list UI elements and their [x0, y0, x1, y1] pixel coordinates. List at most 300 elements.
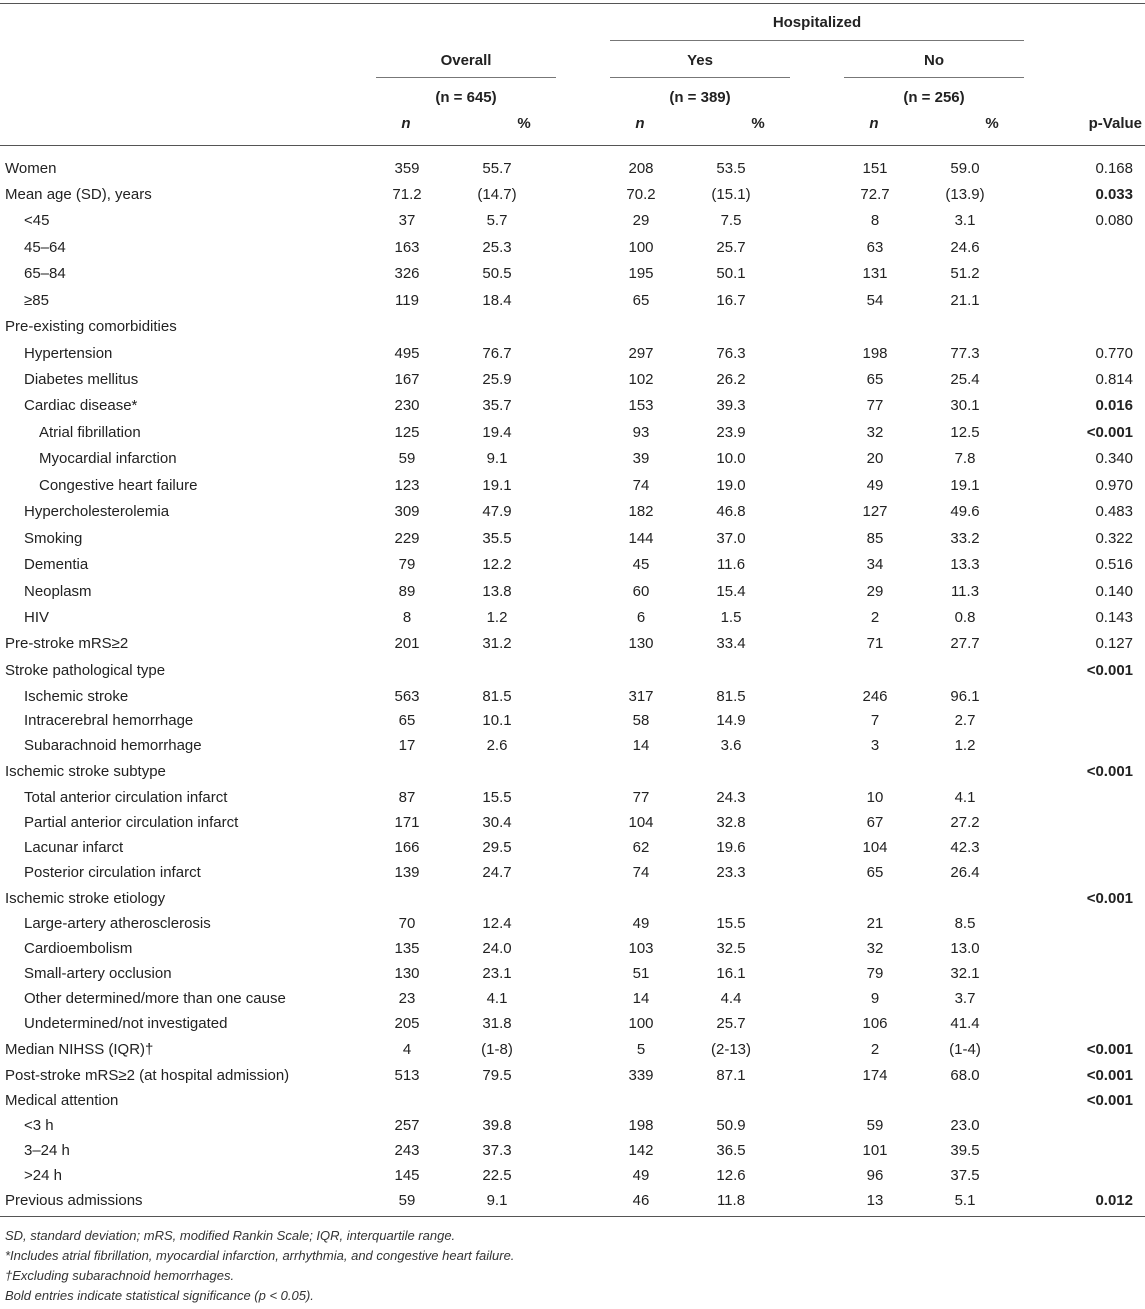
table-row [0, 1138, 1145, 1163]
table-row [0, 446, 1145, 472]
row-value [376, 886, 438, 911]
row-pvalue: <0.001 [1086, 1066, 1133, 1084]
row-value: 4.1 [486, 989, 508, 1007]
row-value: 42.3 [950, 838, 980, 856]
column-gap [790, 578, 844, 605]
column-gap [790, 261, 844, 287]
col-pct-no: % [985, 115, 999, 132]
row-value: 104 [628, 813, 654, 831]
row-value: 11.6 [716, 556, 746, 573]
row-value: 142 [628, 1141, 654, 1159]
row-value [844, 1088, 906, 1113]
row-label: Other determined/more than one cause [24, 989, 286, 1007]
row-value: 54 [866, 291, 884, 309]
row-value: 31.8 [482, 1015, 512, 1032]
table-row [0, 1113, 1145, 1138]
row-pvalue [1024, 261, 1145, 287]
row-value: 68.0 [950, 1066, 980, 1084]
row-value: 96.1 [950, 687, 980, 705]
row-value: 51 [632, 964, 650, 982]
row-value: 96 [866, 1166, 884, 1184]
row-value: 151 [862, 160, 888, 177]
column-gap [790, 367, 844, 393]
row-value: (15.1) [711, 186, 751, 203]
row-pvalue: <0.001 [1086, 1041, 1133, 1058]
table-row [0, 552, 1145, 578]
row-label: Mean age (SD), years [5, 186, 152, 203]
row-value: 15.4 [716, 582, 746, 600]
row-value: 317 [628, 687, 654, 705]
row-label: Undetermined/not investigated [24, 1015, 228, 1032]
column-gap [790, 936, 844, 961]
column-gap [556, 578, 610, 605]
row-pvalue: 0.483 [1095, 503, 1133, 520]
column-gap [556, 499, 610, 525]
column-gap [790, 1138, 844, 1163]
row-value: 37 [398, 212, 416, 229]
row-label: Cardioembolism [24, 939, 133, 957]
row-value: 167 [394, 371, 420, 388]
table-row [0, 525, 1145, 552]
column-gap [556, 785, 610, 810]
row-value: 60 [632, 582, 650, 600]
row-label: Atrial fibrillation [39, 423, 141, 441]
row-value: 31.2 [482, 635, 512, 652]
row-value: 13.0 [950, 939, 980, 957]
row-label: Neoplasm [24, 582, 92, 600]
row-value: 16.1 [716, 964, 746, 982]
column-gap [790, 631, 844, 657]
row-label: Lacunar infarct [24, 838, 124, 856]
row-value: 10.0 [716, 450, 746, 467]
table-row [0, 860, 1145, 886]
row-value: 102 [628, 371, 654, 388]
row-label: Pre-existing comorbidities [5, 318, 177, 335]
column-gap [790, 472, 844, 499]
row-value: 513 [394, 1066, 420, 1084]
row-value: 2.7 [954, 712, 976, 729]
table-row [0, 208, 1145, 234]
column-gap [556, 340, 610, 367]
table-row [0, 499, 1145, 525]
row-value: 18.4 [482, 291, 512, 309]
table-row [0, 810, 1145, 835]
row-value: 1.2 [954, 737, 976, 754]
row-value: 76.3 [716, 344, 746, 362]
row-value: 25.3 [482, 238, 512, 256]
table-row [0, 631, 1145, 657]
row-value: 243 [394, 1141, 420, 1159]
table-row [0, 1011, 1145, 1037]
row-label: Diabetes mellitus [24, 371, 139, 388]
table-row [0, 709, 1145, 733]
row-value: 32 [866, 423, 884, 441]
row-value: 23.1 [482, 964, 512, 982]
row-value: 59 [398, 1191, 416, 1209]
row-pvalue [1024, 1138, 1145, 1163]
data-table [0, 156, 1145, 1213]
row-pvalue: <0.001 [1086, 763, 1133, 780]
row-value [376, 1088, 438, 1113]
row-value: 246 [862, 687, 888, 705]
row-value [376, 759, 438, 785]
column-gap [556, 208, 610, 234]
column-gap [790, 1163, 844, 1188]
row-value: 8 [402, 609, 412, 626]
row-label: Hypercholesterolemia [24, 503, 170, 520]
row-value: 74 [632, 864, 650, 881]
row-label: Women [5, 160, 57, 177]
hospitalized-underline [610, 40, 1024, 41]
row-value: 58 [632, 712, 650, 729]
row-value: 37.0 [716, 529, 746, 547]
column-gap [556, 631, 610, 657]
row-pvalue: <0.001 [1086, 1091, 1133, 1109]
row-value: 12.6 [716, 1166, 746, 1184]
col-pct-overall: % [517, 115, 531, 132]
row-value: 5.7 [486, 212, 508, 229]
row-value: 23.9 [716, 423, 746, 441]
row-label: Ischemic stroke etiology [5, 889, 166, 907]
bottom-rule [0, 1216, 1145, 1217]
column-gap [556, 1088, 610, 1113]
column-gap [556, 759, 610, 785]
column-gap [790, 759, 844, 785]
row-value: 34 [866, 556, 884, 573]
row-value: 3.7 [954, 989, 976, 1007]
column-gap [790, 208, 844, 234]
row-value: 37.3 [482, 1141, 512, 1159]
row-value: 130 [394, 964, 420, 982]
column-gap [556, 961, 610, 986]
column-gap [556, 287, 610, 314]
row-value: 53.5 [716, 160, 746, 177]
column-gap [556, 446, 610, 472]
row-value: 166 [394, 838, 420, 856]
row-value: 182 [628, 503, 654, 520]
row-pvalue [1024, 287, 1145, 314]
row-value: 39.3 [716, 397, 746, 414]
row-value [844, 657, 906, 684]
row-value: 198 [628, 1116, 654, 1134]
row-value: 3 [870, 737, 880, 754]
table-row [0, 886, 1145, 911]
row-value: 563 [394, 687, 420, 705]
row-label: 45–64 [24, 238, 66, 256]
row-value: 36.5 [716, 1141, 746, 1159]
col-pct-yes: % [751, 115, 765, 132]
row-label: Medical attention [5, 1091, 119, 1109]
row-value: 135 [394, 939, 420, 957]
row-value [438, 886, 556, 911]
row-value: 20 [866, 450, 884, 467]
top-rule [0, 3, 1145, 4]
column-gap [790, 156, 844, 182]
hospitalized-header: Hospitalized [772, 14, 862, 31]
row-value: 72.7 [860, 186, 890, 203]
row-value: 39.5 [950, 1141, 980, 1159]
row-value: 35.7 [482, 397, 512, 414]
row-label: Small-artery occlusion [24, 964, 172, 982]
row-label: Ischemic stroke subtype [5, 763, 166, 780]
header-rule [0, 145, 1145, 146]
row-value: 71 [866, 635, 884, 652]
row-label: ≥85 [24, 291, 49, 309]
row-value: 55.7 [482, 160, 512, 177]
row-value: 37.5 [950, 1166, 980, 1184]
row-value: 41.4 [950, 1015, 980, 1032]
yes-underline [610, 77, 790, 78]
row-value [906, 886, 1024, 911]
yes-n: (n = 389) [669, 89, 731, 106]
table-row [0, 261, 1145, 287]
row-value: 163 [394, 238, 420, 256]
row-label: Pre-stroke mRS≥2 [5, 635, 129, 652]
row-value: 5.1 [954, 1191, 976, 1209]
column-gap [556, 810, 610, 835]
row-value: 2 [870, 1041, 880, 1058]
row-label: <45 [24, 212, 50, 229]
row-value: 130 [628, 635, 654, 652]
table-row [0, 936, 1145, 961]
row-pvalue [1024, 733, 1145, 759]
row-pvalue [1024, 860, 1145, 886]
table-row [0, 733, 1145, 759]
row-value: (13.9) [945, 186, 985, 203]
column-gap [790, 1037, 844, 1063]
row-value [906, 1088, 1024, 1113]
overall-n: (n = 645) [435, 89, 497, 106]
row-value: 65 [398, 712, 416, 729]
row-label: Myocardial infarction [39, 450, 177, 467]
column-gap [790, 961, 844, 986]
column-gap [556, 472, 610, 499]
row-value: 2 [870, 609, 880, 626]
column-gap [790, 1011, 844, 1037]
row-value: 9.1 [486, 450, 508, 467]
row-value: 7.5 [720, 212, 742, 229]
row-pvalue: 0.012 [1095, 1191, 1133, 1209]
row-value: 23 [398, 989, 416, 1007]
row-pvalue: 0.970 [1095, 476, 1133, 494]
row-value [906, 759, 1024, 785]
row-value: 205 [394, 1015, 420, 1032]
row-value: 19.1 [482, 476, 512, 494]
row-value [906, 314, 1024, 340]
column-gap [790, 911, 844, 936]
row-value: 24.3 [716, 788, 746, 806]
row-value: 27.7 [950, 635, 980, 652]
table-row [0, 961, 1145, 986]
no-n: (n = 256) [903, 89, 965, 106]
row-label: Dementia [24, 556, 89, 573]
column-gap [790, 314, 844, 340]
row-value: 59 [398, 450, 416, 467]
column-gap [790, 393, 844, 419]
column-gap [556, 552, 610, 578]
row-value: 195 [628, 265, 654, 282]
row-value: 47.9 [482, 503, 512, 520]
row-value: 21.1 [950, 291, 980, 309]
row-value: 32.5 [716, 939, 746, 957]
footnote-cardiac: *Includes atrial fibrillation, myocardial infarction, arrhythmia, and congestive heart failure. [5, 1248, 515, 1263]
yes-header: Yes [687, 52, 713, 69]
column-gap [790, 860, 844, 886]
row-value: 81.5 [482, 687, 512, 705]
row-value: 198 [862, 344, 888, 362]
table-row [0, 1037, 1145, 1063]
row-pvalue: <0.001 [1086, 889, 1133, 907]
row-value: 24.7 [482, 864, 512, 881]
row-value: 9.1 [486, 1191, 508, 1209]
row-value [438, 759, 556, 785]
row-value: 79.5 [482, 1066, 512, 1084]
row-pvalue [1024, 684, 1145, 709]
column-gap [556, 886, 610, 911]
column-gap [556, 314, 610, 340]
row-value [672, 759, 790, 785]
row-value: 85 [866, 529, 884, 547]
row-value [672, 314, 790, 340]
table-row [0, 684, 1145, 709]
table-row [0, 578, 1145, 605]
column-gap [790, 810, 844, 835]
row-value: 19.6 [716, 838, 746, 856]
table-row [0, 657, 1145, 684]
row-value [844, 886, 906, 911]
row-value: 50.1 [716, 265, 746, 282]
column-gap [556, 911, 610, 936]
row-value [610, 886, 672, 911]
row-value: 4 [402, 1041, 412, 1058]
row-value: 22.5 [482, 1166, 512, 1184]
row-pvalue: 0.340 [1095, 450, 1133, 467]
row-value: 1.2 [486, 609, 508, 626]
row-value: 26.4 [950, 864, 980, 881]
row-value: 19.4 [482, 423, 512, 441]
row-value: 65 [866, 864, 884, 881]
column-gap [790, 605, 844, 631]
row-value: 4.1 [954, 788, 976, 806]
row-label: Median NIHSS (IQR)† [5, 1041, 154, 1058]
row-label: Intracerebral hemorrhage [24, 712, 194, 729]
row-pvalue [1024, 835, 1145, 860]
row-value: 63 [866, 238, 884, 256]
row-value: 326 [394, 265, 420, 282]
column-gap [556, 605, 610, 631]
row-value: 67 [866, 813, 884, 831]
row-label: Post-stroke mRS≥2 (at hospital admission) [5, 1066, 290, 1084]
column-gap [556, 1113, 610, 1138]
row-value: 32 [866, 939, 884, 957]
row-value: 201 [394, 635, 420, 652]
col-pvalue: p-Value [1088, 115, 1142, 132]
row-pvalue: 0.168 [1095, 160, 1133, 177]
row-value: 100 [628, 238, 654, 256]
row-value: 10 [866, 788, 884, 806]
row-value: 19.0 [716, 476, 746, 494]
row-value: 125 [394, 423, 420, 441]
row-value: 14 [632, 737, 650, 754]
column-gap [556, 986, 610, 1011]
row-value: 19.1 [950, 476, 980, 494]
row-value: 17 [398, 737, 416, 754]
row-value: 50.9 [716, 1116, 746, 1134]
row-value: 74 [632, 476, 650, 494]
row-value: 29 [632, 212, 650, 229]
row-value [844, 759, 906, 785]
row-value [610, 314, 672, 340]
table-row [0, 287, 1145, 314]
row-label: Hypertension [24, 344, 113, 362]
row-value [844, 314, 906, 340]
row-label: Subarachnoid hemorrhage [24, 737, 202, 754]
row-pvalue [1024, 1163, 1145, 1188]
row-value [610, 657, 672, 684]
row-pvalue [1024, 1113, 1145, 1138]
row-label: Cardiac disease* [24, 397, 138, 414]
row-value: 76.7 [482, 344, 512, 362]
row-pvalue: 0.127 [1095, 635, 1133, 652]
row-value [438, 314, 556, 340]
row-value: 100 [628, 1015, 654, 1032]
column-gap [790, 1188, 844, 1213]
row-pvalue [1024, 986, 1145, 1011]
row-value: 25.4 [950, 371, 980, 388]
column-gap [790, 835, 844, 860]
row-value: 27.2 [950, 813, 980, 831]
row-value: 13.3 [950, 556, 980, 573]
row-value: 297 [628, 344, 654, 362]
table-row [0, 835, 1145, 860]
row-pvalue: <0.001 [1086, 423, 1133, 441]
row-value: 14.9 [716, 712, 746, 729]
column-gap [790, 340, 844, 367]
row-value: 79 [866, 964, 884, 982]
column-gap [556, 182, 610, 208]
row-value: 49 [632, 1166, 650, 1184]
column-gap [556, 733, 610, 759]
column-gap [790, 419, 844, 446]
table-row [0, 1063, 1145, 1088]
row-value: 62 [632, 838, 650, 856]
table-row [0, 1188, 1145, 1213]
row-value: 87.1 [716, 1066, 746, 1084]
row-value: 13.8 [482, 582, 512, 600]
table-row [0, 911, 1145, 936]
row-value: 30.1 [950, 397, 980, 414]
row-value: 5 [636, 1041, 646, 1058]
row-label: Stroke pathological type [5, 661, 166, 679]
row-value: 339 [628, 1066, 654, 1084]
column-gap [556, 1163, 610, 1188]
table-row [0, 182, 1145, 208]
column-gap [790, 986, 844, 1011]
row-value: 77 [866, 397, 884, 414]
column-gap [790, 733, 844, 759]
row-label: <3 h [24, 1116, 54, 1134]
table-row [0, 314, 1145, 340]
row-pvalue [1024, 936, 1145, 961]
row-value: (14.7) [477, 186, 517, 203]
row-value: 8.5 [954, 914, 976, 932]
column-gap [790, 234, 844, 261]
row-value: (1-8) [481, 1041, 513, 1058]
row-label: Partial anterior circulation infarct [24, 813, 239, 831]
row-value: 39.8 [482, 1116, 512, 1134]
row-value: 103 [628, 939, 654, 957]
col-n-no: n [869, 115, 879, 132]
